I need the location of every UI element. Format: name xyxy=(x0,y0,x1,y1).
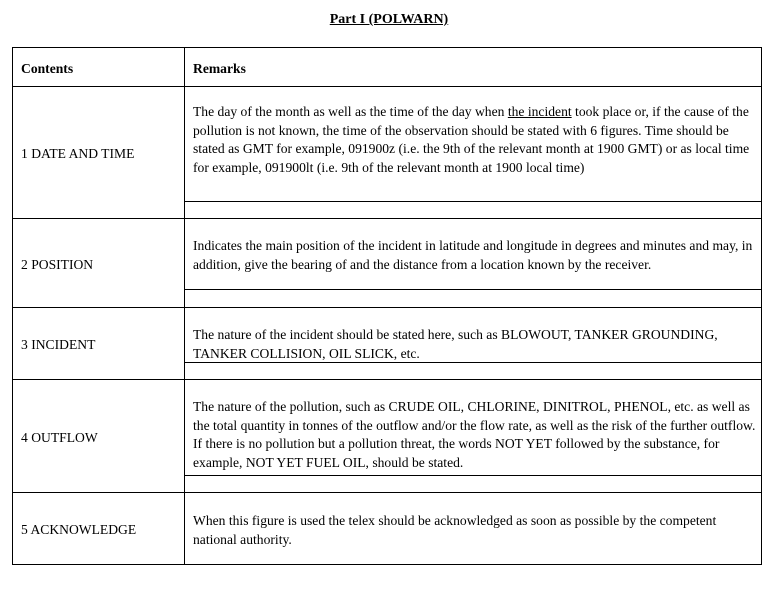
row-remark-acknowledge: When this figure is used the telex should be acknowledged as soon as possible by the competent national authority. xyxy=(193,513,717,547)
polwarn-table xyxy=(12,47,762,565)
row-subline xyxy=(185,475,761,476)
column-divider xyxy=(184,48,185,564)
row-label-outflow: 4 OUTFLOW xyxy=(21,430,98,445)
row-label-date-time: 1 DATE AND TIME xyxy=(21,146,135,161)
remark-text: The day of the month as well as the time of the day when xyxy=(193,104,508,119)
row-label-position: 2 POSITION xyxy=(21,257,94,272)
row-remark-position: Indicates the main position of the incident in latitude and longitude in degrees and minutes and may, in addition, give the bearing of and the distance from a location known by the receiver. xyxy=(193,238,753,272)
row-subline xyxy=(185,362,761,363)
remark-underlined-text: the incident xyxy=(507,104,572,119)
remark-text: took place or, if the cause of the pollution is not known, the time of the observation should be stated with 6 figures. Time should be stated as GMT for example, 091900z (i.e. the 9th of the relevant month at 1900 GMT) or as local time for example, 091900lt (i.e. 9th of the relevant month at 1900 local time) xyxy=(193,104,750,175)
row-label-incident: 3 INCIDENT xyxy=(21,337,96,352)
row-subline xyxy=(185,289,761,290)
row-divider xyxy=(13,379,761,380)
row-remark-incident: The nature of the incident should be stated here, such as BLOWOUT, TANKER GROUNDING, TANKER COLLISION, OIL SLICK, etc. xyxy=(193,327,718,361)
row-remark-date-time xyxy=(193,103,757,177)
document-title xyxy=(0,12,778,28)
header-remarks: Remarks xyxy=(193,61,246,76)
row-divider xyxy=(13,307,761,308)
row-divider xyxy=(13,218,761,219)
row-remark-outflow: The nature of the pollution, such as CRUDE OIL, CHLORINE, DINITROL, PHENOL, etc. as well as the total quantity in tonnes of the outflow and/or the flow rate, as well as the risk of the further outflow. If there is no pollution but a pollution threat, the words NOT YET followed by the substance, for example, NOT YET FUEL OIL, should be stated. xyxy=(193,399,756,470)
row-label-acknowledge: 5 ACKNOWLEDGE xyxy=(21,522,137,537)
title-text: Part I (POLWARN) xyxy=(329,12,449,27)
row-divider xyxy=(13,492,761,493)
row-subline xyxy=(185,201,761,202)
header-divider xyxy=(13,86,761,87)
header-contents: Contents xyxy=(21,61,74,76)
